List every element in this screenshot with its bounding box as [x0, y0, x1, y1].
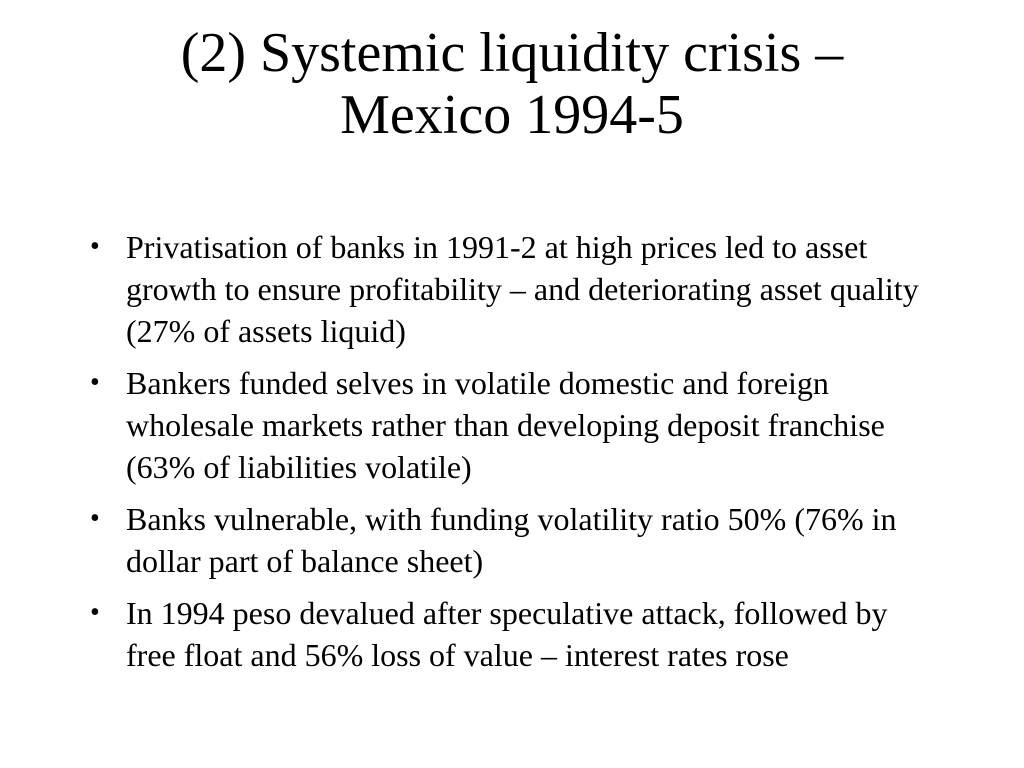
bullet-text: Bankers funded selves in volatile domestic and foreign wholesale markets rather than developing deposit franchise (63% of liabilities volatile): [126, 365, 885, 485]
bullet-item: [80, 498, 940, 582]
bullet-dot-icon: •: [90, 231, 100, 262]
bullet-dot-icon: •: [90, 367, 100, 398]
bullet-dot-icon: •: [90, 597, 100, 628]
bullet-item: [80, 592, 940, 676]
bullet-text: Privatisation of banks in 1991-2 at high prices led to asset growth to ensure profitability – and deteriorating asset quality (27% of assets liquid): [126, 229, 919, 349]
bullet-item: [80, 362, 940, 488]
bullet-text: Banks vulnerable, with funding volatility ratio 50% (76% in dollar part of balance sheet): [126, 501, 897, 579]
bullet-dot-icon: •: [90, 503, 100, 534]
bullet-item: [80, 226, 940, 352]
slide-title-line-2: Mexico 1994-5: [340, 84, 684, 146]
slide-title: [40, 22, 984, 146]
slide-title-line-1: (2) Systemic liquidity crisis –: [180, 22, 844, 84]
bullet-list: [80, 226, 940, 686]
bullet-text: In 1994 peso devalued after speculative attack, followed by free float and 56% loss of value – interest rates rose: [126, 595, 888, 673]
